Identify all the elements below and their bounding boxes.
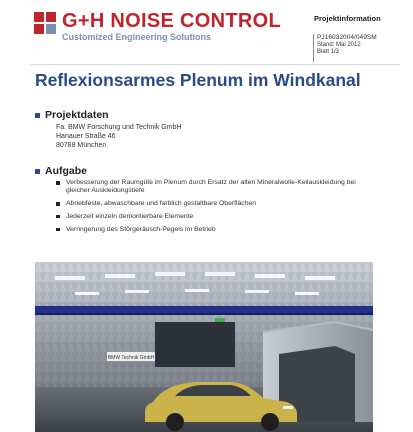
document-meta bbox=[313, 34, 401, 62]
page-title: Reflexionsarmes Plenum im Windkanal bbox=[35, 70, 361, 90]
address-line: 80788 München bbox=[56, 142, 107, 149]
bullet-icon bbox=[56, 215, 60, 219]
list-item: Verringerung des Störgeräusch-Pegels im Betrieb bbox=[56, 226, 366, 234]
address-line: Fa. BMW Forschung und Technik GmbH bbox=[56, 124, 182, 131]
list-item: Abriebfeste, abwaschbare und farblich gestaltbare Oberflächen bbox=[56, 200, 366, 208]
section-bullet-icon bbox=[35, 169, 40, 174]
logo-mark-icon bbox=[34, 12, 56, 34]
document-type: Projektinformation bbox=[314, 14, 381, 23]
bullet-icon bbox=[56, 202, 60, 206]
section-heading-aufgabe bbox=[35, 165, 87, 177]
section-bullet-icon bbox=[35, 113, 40, 118]
address-line: Hanauer Straße 46 bbox=[56, 133, 116, 140]
photo-banner-text: BMW Technik GmbH bbox=[107, 355, 155, 361]
brand-tagline: Customized Engineering Solutions bbox=[62, 32, 212, 42]
list-item: Jederzeit einzeln demontierbare Elemente bbox=[56, 213, 366, 221]
bullet-icon bbox=[56, 181, 60, 185]
bullet-icon bbox=[56, 228, 60, 232]
document-id: PJ16032004/049SM bbox=[317, 34, 377, 41]
task-list bbox=[56, 179, 366, 238]
header-divider bbox=[30, 64, 400, 65]
list-item: Verbesserung der Raumgüte im Plenum durch Ersatz der alten Mineralwolle-Keilauskleidung bei gleicher Auskleidungstiefe bbox=[56, 179, 366, 195]
section-heading-label: Projektdaten bbox=[45, 109, 109, 121]
photo-illustration bbox=[35, 262, 373, 432]
project-address bbox=[56, 123, 182, 150]
brand-name: G+H NOISE CONTROL bbox=[62, 10, 282, 32]
company-logo bbox=[34, 10, 294, 44]
section-heading-projektdaten bbox=[35, 109, 109, 121]
section-heading-label: Aufgabe bbox=[45, 165, 87, 177]
document-date: Stand: Mai 2012 bbox=[317, 41, 361, 48]
wind-tunnel-photo bbox=[35, 262, 373, 432]
document-page: Blatt 1/3 bbox=[317, 49, 340, 55]
